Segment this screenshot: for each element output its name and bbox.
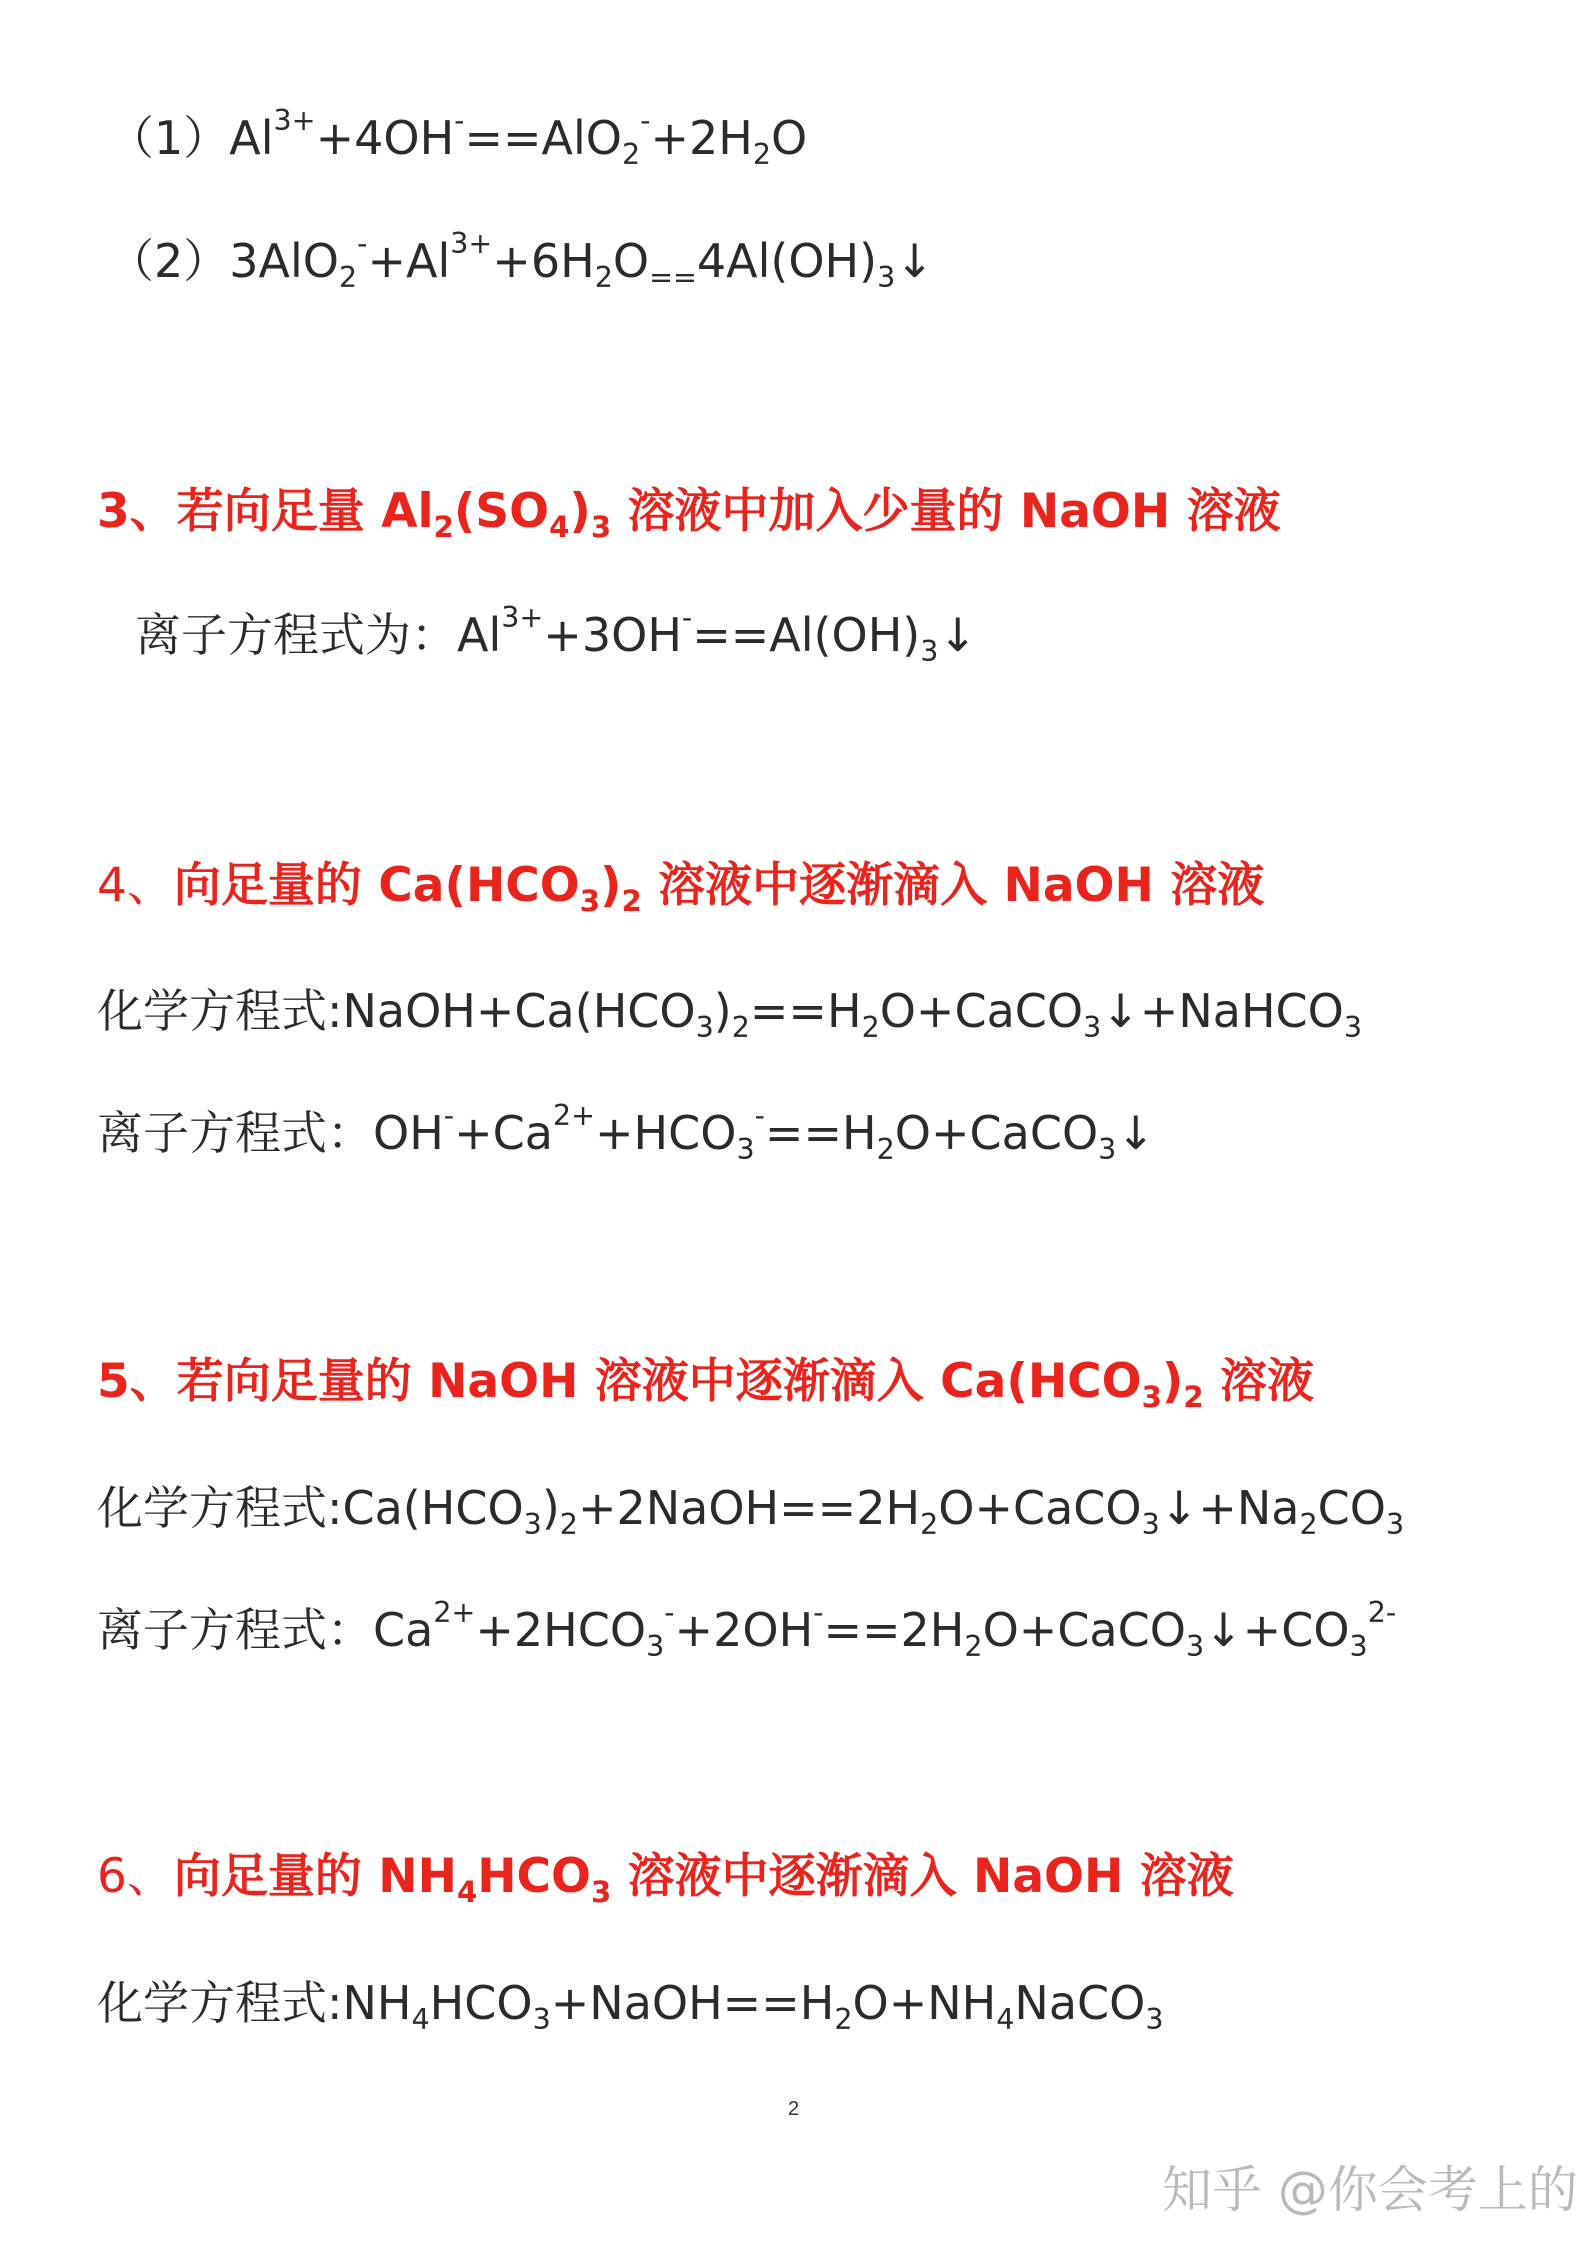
text-run: +Ca	[454, 1106, 553, 1160]
subscript: 3	[579, 884, 601, 919]
text-run: 向足量的 NH	[173, 1849, 457, 1904]
text-run: HCO	[429, 1976, 533, 2030]
subscript: 3	[590, 510, 612, 545]
subscript: 2	[731, 1010, 750, 1044]
text-run: ↓+CO	[1204, 1603, 1350, 1657]
subscript: 2	[433, 510, 454, 545]
text-run: 化学方程式:NH	[97, 1976, 412, 2030]
text-run: +3OH	[543, 608, 682, 662]
subscript: 3	[646, 1629, 665, 1663]
text-run: （2）3AlO	[108, 234, 339, 288]
text-run: ==2H	[823, 1603, 965, 1657]
text-run: （1）Al	[108, 111, 274, 165]
superscript: -	[664, 1595, 675, 1629]
text-run: O+CaCO	[938, 1481, 1142, 1535]
ionic-equation-4	[97, 1098, 1155, 1166]
text-run: +HCO	[595, 1106, 737, 1160]
section-heading-5	[97, 1354, 1314, 1415]
subscript: 2	[339, 260, 358, 294]
subscript: 3	[1385, 1507, 1405, 1541]
subscript: 3	[523, 1507, 542, 1541]
text-run: 离子方程式为：Al	[135, 608, 502, 662]
subscript: 2	[559, 1507, 578, 1541]
superscript: 3+	[450, 226, 493, 260]
subscript: 2	[752, 137, 772, 171]
text-run: 溶液中加入少量的 NaOH 溶液	[611, 484, 1281, 539]
text-run: +Al	[367, 234, 451, 288]
subscript: 2	[621, 884, 642, 919]
superscript: 2-	[1367, 1595, 1397, 1629]
text-run: ==AlO	[464, 111, 623, 165]
subscript: 2	[1299, 1507, 1318, 1541]
text-run: +2H	[650, 111, 753, 165]
superscript: 2+	[552, 1098, 595, 1132]
subscript: 3	[1141, 1380, 1162, 1415]
text-run: O	[612, 234, 650, 288]
text-run: (SO	[453, 484, 550, 539]
text-run: +2HCO	[475, 1603, 647, 1657]
text-run: 6、	[97, 1849, 174, 1904]
page-number: 2	[788, 2098, 800, 2120]
text-run: ↓	[1116, 1106, 1155, 1160]
subscript: 3	[591, 1875, 612, 1910]
ionic-equation-3	[135, 600, 977, 668]
section-heading-3	[97, 484, 1281, 545]
text-run: +NaOH==H	[550, 1976, 835, 2030]
text-run: +6H	[492, 234, 595, 288]
text-run: )	[713, 984, 732, 1038]
superscript: -	[357, 226, 368, 260]
text-run: 向足量的 Ca(HCO	[173, 858, 580, 913]
subscript: 3	[1343, 1010, 1363, 1044]
subscript: 2	[920, 1507, 939, 1541]
subscript: 2	[861, 1010, 880, 1044]
superscript: -	[454, 103, 465, 137]
ionic-equation-5	[97, 1595, 1397, 1663]
subscript: 4	[549, 510, 570, 545]
subscript: 3	[1349, 1629, 1368, 1663]
text-run: )	[1161, 1354, 1184, 1409]
superscript: -	[813, 1595, 824, 1629]
superscript: 3+	[273, 103, 316, 137]
subscript: ==	[649, 260, 697, 294]
text-run: ==H	[764, 1106, 877, 1160]
text-run: NaCO	[1014, 1976, 1146, 2030]
text-run: ↓+NaHCO	[1101, 984, 1344, 1038]
section-heading-4	[97, 858, 1265, 919]
text-run: 离子方程式：OH	[97, 1106, 444, 1160]
superscript: -	[443, 1098, 455, 1132]
chemical-equation-5	[97, 1481, 1405, 1541]
text-run: )	[569, 484, 591, 539]
subscript: 3	[877, 260, 896, 294]
subscript: 2	[594, 260, 613, 294]
text-run: +2OH	[674, 1603, 814, 1657]
subscript: 3	[736, 1132, 755, 1166]
text-run: +2NaOH==2H	[577, 1481, 921, 1535]
text-run: HCO	[477, 1849, 592, 1904]
equation-2	[108, 226, 934, 294]
subscript: 2	[964, 1629, 983, 1663]
text-run: 4、	[97, 858, 174, 913]
text-run: ==Al(OH)	[692, 608, 921, 662]
text-run: 3、若向足量 Al	[97, 484, 434, 539]
subscript: 3	[920, 634, 939, 668]
text-run: O+NH	[852, 1976, 997, 2030]
text-run: 化学方程式:NaOH+Ca(HCO	[97, 984, 696, 1038]
superscript: -	[640, 103, 651, 137]
subscript: 2	[834, 2002, 853, 2036]
subscript: 3	[1141, 1507, 1160, 1541]
subscript: 3	[532, 2002, 551, 2036]
subscript: 3	[1083, 1010, 1102, 1044]
subscript: 2	[876, 1132, 895, 1166]
watermark: 知乎 @你会考上的	[1162, 2161, 1578, 2219]
text-run: 化学方程式:Ca(HCO	[97, 1481, 524, 1535]
text-run: +4OH	[315, 111, 455, 165]
text-run: )	[541, 1481, 560, 1535]
text-run: O+CaCO	[982, 1603, 1186, 1657]
chemical-equation-6	[97, 1976, 1164, 2036]
text-run: 离子方程式：Ca	[97, 1603, 434, 1657]
text-run: 4Al(OH)	[696, 234, 878, 288]
text-run: 溶液中逐渐滴入 NaOH 溶液	[611, 1849, 1234, 1904]
subscript: 4	[996, 2002, 1015, 2036]
chemical-equation-4	[97, 984, 1363, 1044]
superscript: -	[754, 1098, 765, 1132]
section-heading-6	[97, 1849, 1234, 1910]
superscript: -	[681, 600, 693, 634]
subscript: 3	[1185, 1629, 1205, 1663]
text-run: CO	[1317, 1481, 1386, 1535]
superscript: 3+	[501, 600, 544, 634]
subscript: 2	[1183, 1380, 1204, 1415]
subscript: 3	[695, 1010, 714, 1044]
subscript: 3	[1145, 2002, 1164, 2036]
text-run: )	[600, 858, 622, 913]
subscript: 4	[411, 2002, 430, 2036]
text-run: ==H	[749, 984, 862, 1038]
text-run: O+CaCO	[879, 984, 1084, 1038]
text-run: O	[771, 111, 808, 165]
text-run: ↓	[938, 608, 977, 662]
subscript: 4	[456, 1875, 478, 1910]
text-run: 5、若向足量的 NaOH 溶液中逐渐滴入 Ca(HCO	[97, 1354, 1142, 1409]
text-run: ↓+Na	[1159, 1481, 1300, 1535]
superscript: 2+	[433, 1595, 476, 1629]
text-run: O+CaCO	[894, 1106, 1099, 1160]
text-run: ↓	[895, 234, 934, 288]
equation-1	[108, 103, 808, 171]
text-run: 溶液	[1203, 1354, 1314, 1409]
text-run: 溶液中逐渐滴入 NaOH 溶液	[641, 858, 1265, 913]
subscript: 3	[1098, 1132, 1117, 1166]
subscript: 2	[622, 137, 641, 171]
